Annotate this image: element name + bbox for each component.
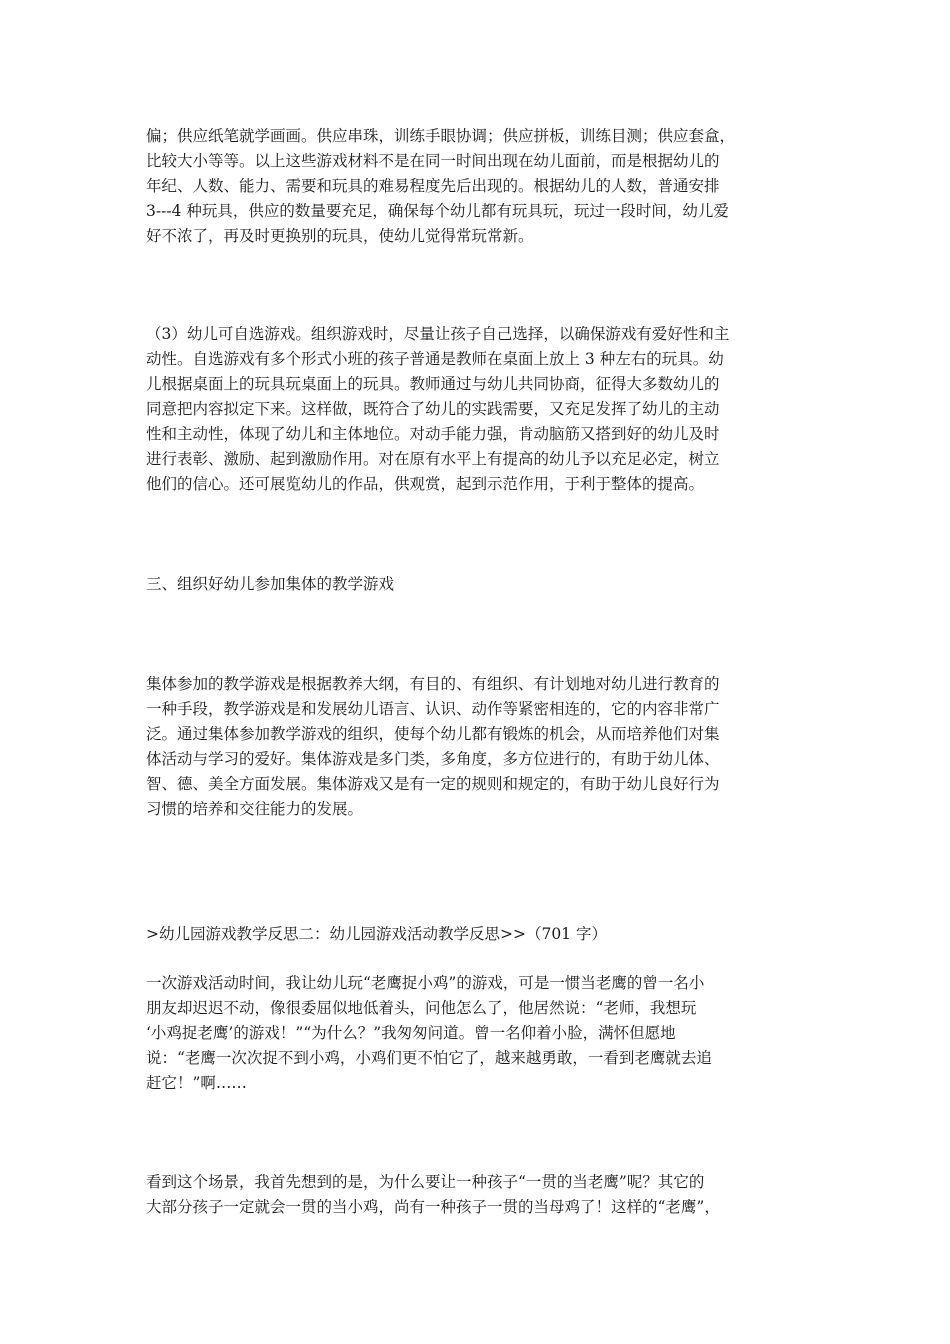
paragraph-self-selected-games: （3）幼儿可自选游戏。组织游戏时，尽量让孩子自己选择，以确保游戏有爱好性和主 动性。自选游戏有多个形式小班的孩子普通是教师在桌面上放上 3 种左右的玩具。幼 儿根据桌面上的玩具玩桌面上的玩具。教师通过与幼儿共同协商，征得大多数幼儿的 同意把内容拟定下来。这样做，既符合了幼儿的实践需要，又充足发挥了幼儿的主动 性和主动性，体现了幼儿和主体地位。对动手能力强，肯动脑筋又搭到好的幼儿及时 进行表彰、激励、起到激励作用。对在原有水平上有提高的幼儿予以充足必定，树立 他们的信心。还可展览幼儿的作品，供观赏，起到示范作用，于利于整体的提高。 <box>146 325 730 493</box>
paragraph-toy-supply: 偏；供应纸笔就学画画。供应串珠，训练手眼协调；供应拼板，训练目测；供应套盒， 比较大小等等。以上这些游戏材料不是在同一时间出现在幼儿面前，而是根据幼儿的 年纪、人数、能力、需要和玩具的难易程度先后出现的。根据幼儿的人数，普通安排 3---4 种玩具，供应的数量要充足，确保每个幼儿都有玩具玩，玩过一段时间，幼儿爱 好不浓了，再及时更换别的玩具，使幼儿觉得常玩常新。 <box>146 127 736 245</box>
article-subtitle: >幼儿园游戏教学反思二：幼儿园游戏活动教学反思>>（701 字） <box>146 925 607 943</box>
paragraph-collective-games: 集体参加的教学游戏是根据教养大纲，有目的、有组织、有计划地对幼儿进行教育的 一种手段，教学游戏是和发展幼儿语言、认识、动作等紧密相连的，它的内容非常广 泛。通过集体参加教学游戏的组织，使每个幼儿都有锻炼的机会，从而培养他们对集 体活动与学习的爱好。集体游戏是多门类，多角度，多方位进行的，有助于幼儿体、 智、德、美全方面发展。集体游戏又是有一定的规则和规定的，有助于幼儿良好行为 习惯的培养和交往能力的发展。 <box>146 675 720 818</box>
paragraph-reflection: 看到这个场景，我首先想到的是，为什么要让一种孩子“一贯的当老鹰”呢？其它的 大部分孩子一定就会一贯的当小鸡，尚有一种孩子一贯的当母鸡了！这样的“老鹰”， <box>146 1173 720 1216</box>
section-heading-collective-games: 三、组织好幼儿参加集体的教学游戏 <box>146 575 395 593</box>
paragraph-eagle-game-story: 一次游戏活动时间，我让幼儿玩“老鹰捉小鸡”的游戏，可是一惯当老鹰的曾一名小 朋友却迟迟不动，像很委屈似地低着头，问他怎么了，他居然说：“老师，我想玩 ‘小鸡捉老鹰’的游戏！”“为什么？”我匆匆问道。曾一名仰着小脸，满怀但愿地 说：“老鹰一次次捉不到小鸡，小鸡们更不怕它了，越来越勇敢，一看到老鹰就去追 赶它！”啊…… <box>146 974 712 1092</box>
